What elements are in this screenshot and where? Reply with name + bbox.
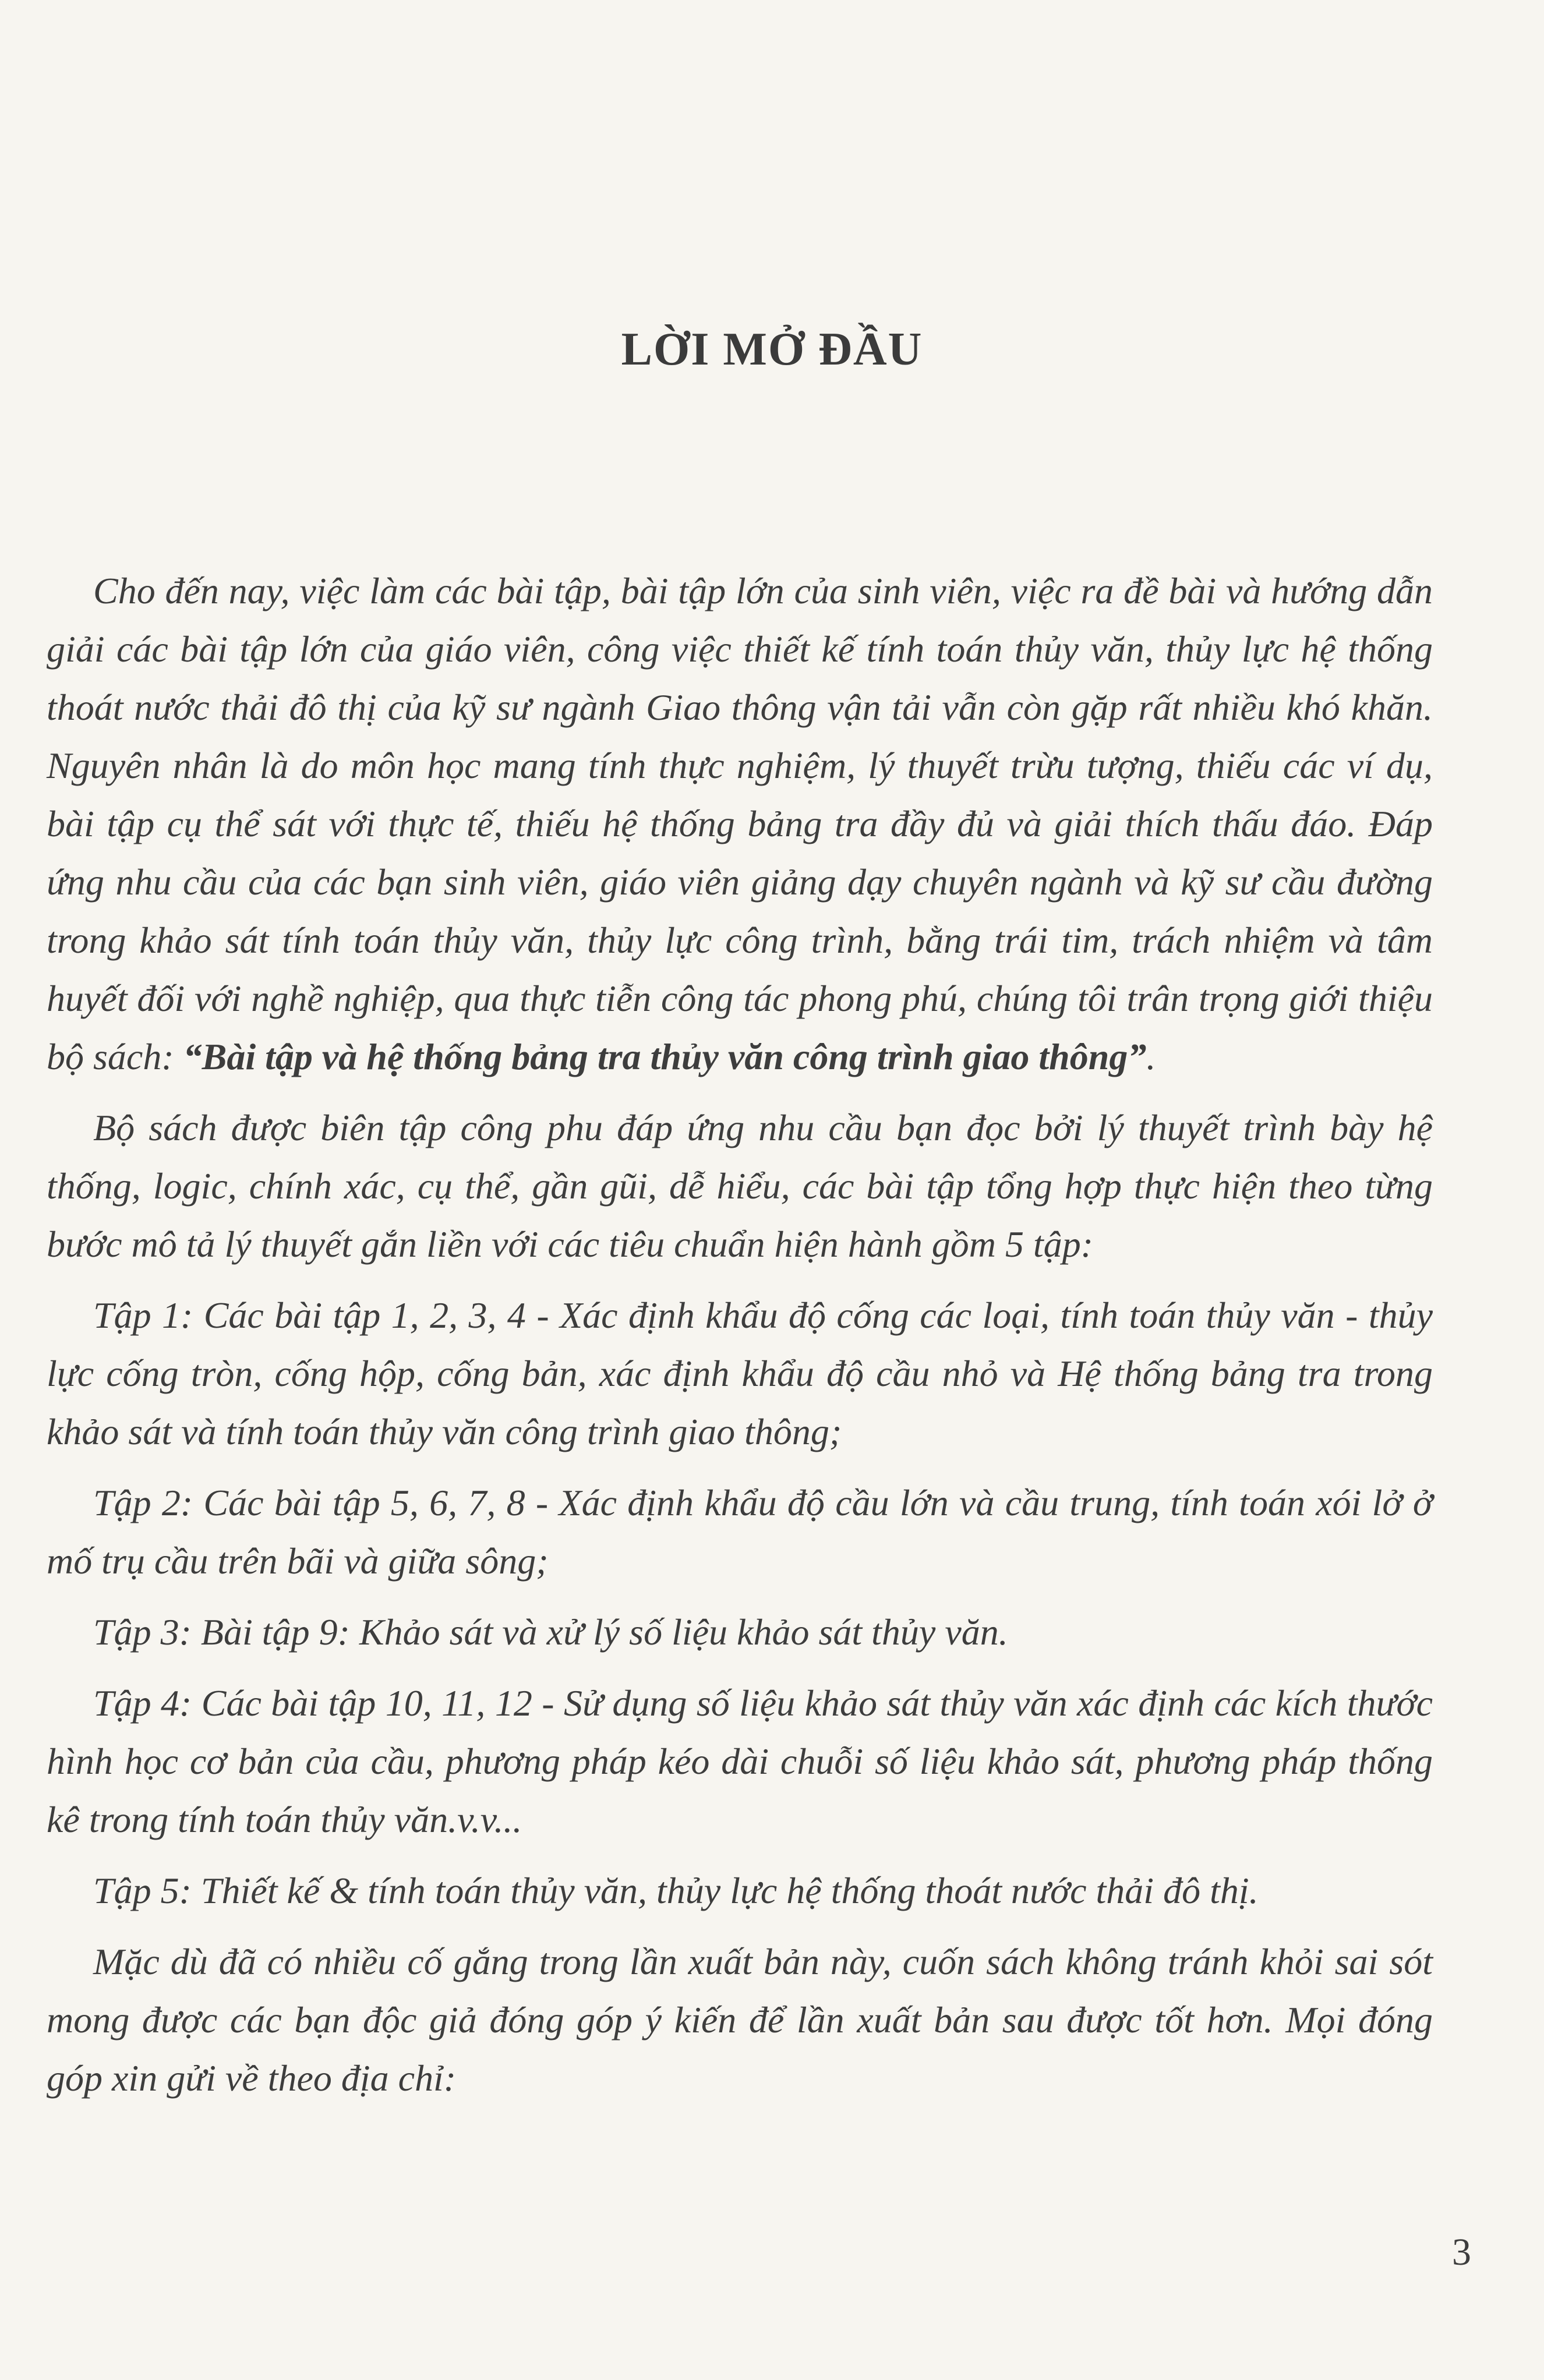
page-number: 3 — [1452, 2231, 1471, 2273]
paragraph-closing: Mặc dù đã có nhiều cố gắng trong lần xuất bản này, cuốn sách không tránh khỏi sai sót mong được các bạn độc giả đóng góp ý kiến để lần xuất bản sau được tốt hơn. Mọi đóng góp xin gửi về theo địa chỉ: — [47, 1941, 1433, 2099]
paragraph-volume-4: Tập 4: Các bài tập 10, 11, 12 - Sử dụng số liệu khảo sát thủy văn xác định các kích thước hình học cơ bản của cầu, phương pháp kéo dài chuỗi số liệu khảo sát, phương pháp thống kê trong tính toán thủy văn.v.v... — [47, 1682, 1433, 1840]
page-title: LỜI MỞ ĐẦU — [621, 324, 923, 375]
paragraph-series-description: Bộ sách được biên tập công phu đáp ứng nhu cầu bạn đọc bởi lý thuyết trình bày hệ thống, logic, chính xác, cụ thể, gần gũi, dễ hiểu, các bài tập tổng hợp thực hiện theo từng bước mô tả lý thuyết gắn liền với các tiêu chuẩn hiện hành gồm 5 tập: — [47, 1107, 1433, 1265]
paragraph-intro-text: Cho đến nay, việc làm các bài tập, bài tập lớn của sinh viên, việc ra đề bài và hướng dẫn giải các bài tập lớn của giáo viên, công việc thiết kế tính toán thủy văn, thủy lực hệ thống thoát nước thải đô thị của kỹ sư ngành Giao thông vận tải vẫn còn gặp rất nhiều khó khăn. Nguyên nhân là do môn học mang tính thực nghiệm, lý thuyết trừu tượng, thiếu các ví dụ, bài tập cụ thể sát với thực tế, thiếu hệ thống bảng tra đầy đủ và giải thích thấu đáo. Đáp ứng nhu cầu của các bạn sinh viên, giáo viên giảng dạy chuyên ngành và kỹ sư cầu đường trong khảo sát tính toán thủy văn, thủy lực công trình, bằng trái tim, trách nhiệm và tâm huyết đối với nghề nghiệp, qua thực tiễn công tác phong phú, chúng tôi trân trọng giới thiệu bộ sách: — [47, 570, 1433, 1077]
paragraph-intro-end: . — [1146, 1036, 1156, 1077]
paragraph-volume-2: Tập 2: Các bài tập 5, 6, 7, 8 - Xác định khẩu độ cầu lớn và cầu trung, tính toán xói lở ở mố trụ cầu trên bãi và giữa sông; — [47, 1482, 1433, 1582]
foreword-body — [47, 562, 1433, 2120]
paragraph-volume-3: Tập 3: Bài tập 9: Khảo sát và xử lý số liệu khảo sát thủy văn. — [93, 1611, 1008, 1653]
paragraph-volume-1: Tập 1: Các bài tập 1, 2, 3, 4 - Xác định khẩu độ cống các loại, tính toán thủy văn - thủy lực cống tròn, cống hộp, cống bản, xác định khẩu độ cầu nhỏ và Hệ thống bảng tra trong khảo sát và tính toán thủy văn công trình giao thông; — [47, 1295, 1433, 1452]
paragraph-intro — [47, 562, 1433, 1086]
book-title-emphasis: “Bài tập và hệ thống bảng tra thủy văn công trình giao thông” — [183, 1036, 1147, 1077]
paragraph-volume-5: Tập 5: Thiết kế & tính toán thủy văn, thủy lực hệ thống thoát nước thải đô thị. — [93, 1870, 1259, 1911]
